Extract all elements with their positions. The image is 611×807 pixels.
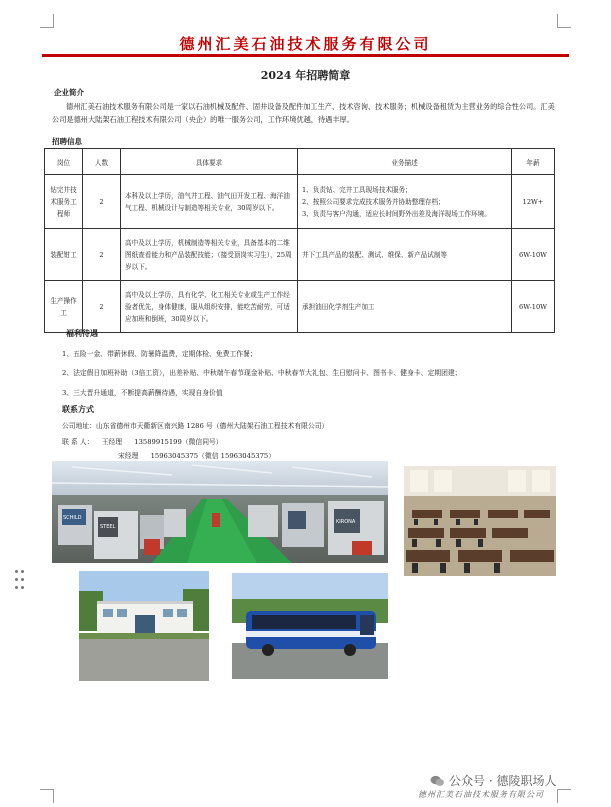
welfare-item: 3、三大晋升通道，不断提高薪酬待遇，实现自身价值 [62, 389, 223, 397]
welfare-title: 福利待遇 [66, 328, 98, 338]
table-header-duties: 业务描述 [298, 149, 512, 175]
footer-company-name: 德州汇美石油技术服务有限公司 [418, 790, 544, 799]
cell-count: 2 [83, 229, 121, 281]
contact-title: 联系方式 [62, 404, 94, 414]
contact-person-row [62, 436, 223, 446]
workshop-photo [52, 461, 388, 563]
company-header-title: 德州汇美石油技术服务有限公司 [179, 35, 432, 53]
cell-duties [298, 175, 512, 229]
cell-requirements: 高中及以上学历，具有化学、化工相关专业或生产工作经验者优先，身体健康，服从组织安排，能吃苦耐劳，可适应加班和倒班，30周岁以下。 [121, 281, 298, 333]
machine-label: STEEL [100, 524, 116, 530]
machine-label: SCHILD [63, 515, 82, 521]
cell-salary: 6W-10W [512, 229, 555, 281]
table-header-requirements: 具体要求 [121, 149, 298, 175]
contact-address-row [62, 420, 328, 430]
cell-position: 装配钳工 [45, 229, 83, 281]
wechat-icon [430, 775, 445, 787]
person-label: 联 系 人： [62, 438, 94, 446]
duty-line: 承担油田化学剂生产加工 [302, 302, 375, 311]
contact-person2-row [118, 450, 275, 460]
document-title: 2024 年招聘简章 [260, 69, 351, 82]
table-header-salary: 年薪 [512, 149, 555, 175]
cell-salary: 12W+ [512, 175, 555, 229]
cell-duties [298, 281, 512, 333]
header-rule [42, 54, 569, 57]
table-header-position: 岗位 [45, 149, 83, 175]
bus-photo [232, 573, 388, 679]
person1-name: 王经理 [101, 438, 123, 446]
canteen-photo [404, 466, 556, 576]
address-label: 公司地址： [62, 422, 96, 430]
welfare-item: 2、法定假日加班补助（3倍工资），出差补贴、中秋端午春节现金补贴、中秋春节大礼包、生日慰问卡、图书卡、健身卡、定期团建； [62, 369, 462, 377]
duty-line: 2、按照公司要求完成技术服务并协助整理存档； [302, 197, 445, 206]
cell-salary: 6W-10W [512, 281, 555, 333]
cell-count: 2 [83, 175, 121, 229]
company-intro-text: 德州汇美石油技术服务有限公司是一家以石油机械及配件、固井设备及配件加工生产、技术咨询、技术服务；机械设备租赁为主营业务的综合性公司。汇美公司是德州大陆架石油工程技术有限公司（央企）的唯一服务公司，工作环境优越，待遇丰厚。 [52, 102, 555, 124]
cell-duties [298, 229, 512, 281]
corner-mark-bottom-right [557, 789, 571, 803]
duty-line: 井下工具产品的装配、测试、维保、新产品试制等 [302, 250, 448, 259]
person2-name: 宋经理 [118, 452, 139, 460]
person2-phone: 15963045375（微信 15963045375） [150, 452, 276, 460]
cell-position: 生产操作工 [45, 281, 83, 333]
building-photo [79, 571, 209, 681]
table-row [45, 281, 555, 333]
table-row [45, 175, 555, 229]
cell-requirements: 本科及以上学历，油气井工程、油气田开发工程、海洋油气工程、机械设计与制造等相关专业，30周岁以下。 [121, 175, 298, 229]
cell-requirements: 高中及以上学历，机械制造等相关专业，具备基本的二维图纸查看能力和产品装配技能；（接受顶岗实习生），25周岁以下。 [121, 229, 298, 281]
address-value: 山东省德州市天衢新区南兴路 1286 号（德州大陆架石油工程技术有限公司） [95, 422, 329, 430]
person1-phone: 13589915199（微信同号） [134, 438, 223, 446]
corner-mark-top-left [40, 14, 54, 28]
machine-label: KIRONA [336, 519, 356, 525]
table-row [45, 229, 555, 281]
corner-mark-top-right [557, 14, 571, 28]
section-label-recruit-info: 招聘信息 [52, 137, 82, 146]
table-header-row [45, 149, 555, 175]
table-header-count: 人数 [83, 149, 121, 175]
welfare-item: 1、五险一金、带薪休假、防暑降温费，定期体检、免费工作餐； [62, 350, 257, 358]
duty-line: 1、负责钻、完井工具现场技术服务； [302, 185, 412, 194]
corner-mark-bottom-left [40, 789, 54, 803]
section-label-company-intro: 企业简介 [54, 88, 84, 97]
recruitment-table [44, 148, 555, 333]
wechat-watermark [430, 772, 556, 789]
drag-handle-icon[interactable] [15, 570, 25, 592]
watermark-text: 公众号 · 德陵职场人 [449, 774, 557, 788]
duty-line: 3、负责与客户沟通，适应长时间野外出差及海洋现场工作环境。 [302, 209, 491, 218]
cell-position: 钻完井技术服务工程师 [45, 175, 83, 229]
cell-count: 2 [83, 281, 121, 333]
